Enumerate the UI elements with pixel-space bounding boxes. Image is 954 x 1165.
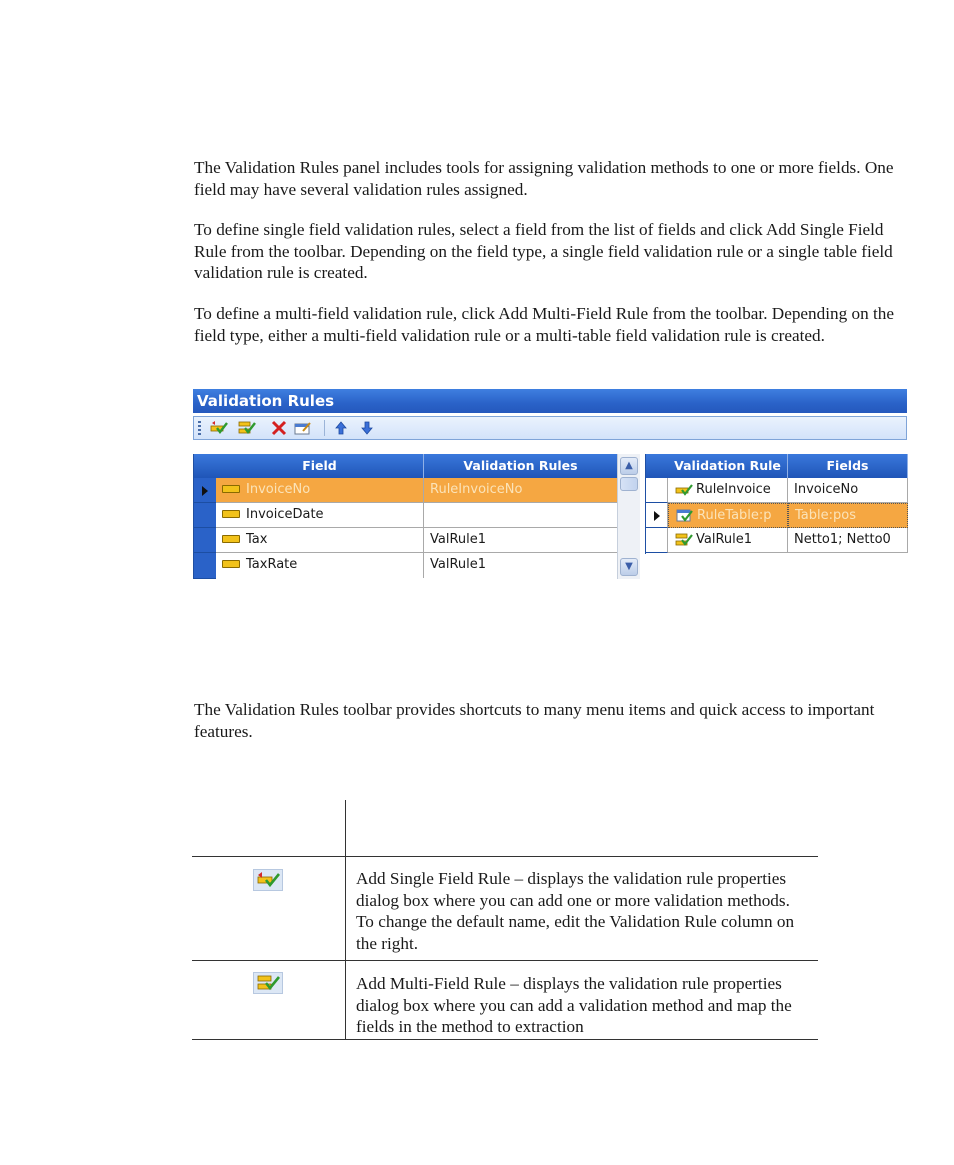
add-single-field-rule-icon[interactable] <box>210 420 228 436</box>
validation-rules-column-header[interactable]: Validation Rules <box>424 454 618 478</box>
scroll-thumb[interactable] <box>620 477 638 491</box>
validation-rules-grid <box>645 454 908 554</box>
table-row[interactable] <box>668 478 788 503</box>
table-rule-icon <box>675 509 695 523</box>
row-selector[interactable] <box>194 503 216 528</box>
single-rule-icon <box>674 484 694 496</box>
table-row-text: Add Single Field Rule – displays the validation rule properties dialog box where you can add one or more validation methods. To change the default name, edit the Validation Rule column on the right. <box>356 869 795 953</box>
field-icon <box>222 560 240 568</box>
rule-cell[interactable]: ValRule1 <box>424 528 618 553</box>
row-selector[interactable] <box>194 553 216 579</box>
fields-cell[interactable]: InvoiceNo <box>788 478 908 503</box>
row-header-corner <box>194 454 216 478</box>
fields-cell[interactable]: Netto1; Netto0 <box>788 528 908 553</box>
rule-cell[interactable] <box>424 503 618 528</box>
rule-cell[interactable]: RuleInvoiceNo <box>424 478 618 503</box>
rule-name: ValRule1 <box>696 532 753 547</box>
vertical-scrollbar[interactable] <box>617 454 640 579</box>
table-row[interactable] <box>668 503 788 528</box>
field-name: Tax <box>246 532 268 547</box>
fields-cell[interactable]: Table:pos <box>788 503 908 528</box>
field-icon <box>222 535 240 543</box>
field-icon <box>222 510 240 518</box>
toolbar-description: The Validation Rules toolbar provides shortcuts to many menu items and quick access to important features. <box>194 700 875 741</box>
row-selector[interactable] <box>194 478 216 503</box>
row-selector[interactable] <box>646 528 668 553</box>
field-name: InvoiceNo <box>246 482 311 497</box>
field-name: TaxRate <box>246 557 298 572</box>
table-row[interactable] <box>216 553 424 578</box>
move-up-icon[interactable] <box>332 420 350 436</box>
toolbar-separator <box>324 420 325 436</box>
table-row[interactable] <box>216 478 424 503</box>
validation-rule-column-header[interactable]: Validation Rule <box>668 454 788 478</box>
table-column-divider <box>345 800 346 1040</box>
rule-name: RuleInvoice <box>696 482 771 497</box>
row-selector[interactable] <box>646 503 668 528</box>
add-multi-field-rule-icon[interactable] <box>238 420 256 436</box>
current-row-icon <box>202 486 208 496</box>
field-icon <box>222 485 240 493</box>
intro-paragraph-3: To define a multi-field validation rule, click Add Multi-Field Rule from the toolbar. Depending on the field type, either a multi-field validation rule or a multi-table field validation rule is created. <box>194 304 894 345</box>
row-selector[interactable] <box>194 528 216 553</box>
row-header-corner <box>646 454 668 478</box>
table-row-text: Add Multi-Field Rule – displays the validation rule properties dialog box where you can add a validation method and map the fields in the method to extraction <box>356 974 792 1036</box>
table-row[interactable] <box>668 528 788 553</box>
rule-name: RuleTable:p <box>697 508 772 523</box>
table-row[interactable] <box>216 503 424 528</box>
table-rule <box>192 856 818 857</box>
move-down-icon[interactable] <box>358 420 376 436</box>
current-row-icon <box>654 511 660 521</box>
table-rule <box>192 960 818 961</box>
multi-rule-icon <box>674 533 694 547</box>
add-multi-field-rule-icon <box>253 972 283 994</box>
field-name: InvoiceDate <box>246 507 324 522</box>
scroll-down-button[interactable]: ▼ <box>620 558 638 576</box>
rule-cell[interactable]: ValRule1 <box>424 553 618 578</box>
intro-paragraph-1: The Validation Rules panel includes tools for assigning validation methods to one or more fields. One field may have several validation rules assigned. <box>194 158 894 199</box>
fields-column-header[interactable]: Fields <box>788 454 908 478</box>
table-rule <box>192 1039 818 1040</box>
row-selector[interactable] <box>646 478 668 503</box>
intro-paragraph-2: To define single field validation rules, select a field from the list of fields and click Add Single Field Rule from the toolbar. Depending on the field type, a single field validation rule or a single table field validation rule is created. <box>194 220 893 282</box>
table-row[interactable] <box>216 528 424 553</box>
panel-title: Validation Rules <box>193 389 907 413</box>
fields-grid <box>193 454 618 579</box>
field-column-header[interactable]: Field <box>216 454 424 478</box>
scroll-up-button[interactable]: ▲ <box>620 457 638 475</box>
add-single-field-rule-icon <box>253 869 283 891</box>
toolbar-grip-icon[interactable] <box>198 421 201 436</box>
validation-rules-toolbar <box>193 416 907 440</box>
properties-icon[interactable] <box>294 420 312 436</box>
validation-rules-panel <box>193 389 907 579</box>
delete-icon[interactable] <box>270 420 288 436</box>
